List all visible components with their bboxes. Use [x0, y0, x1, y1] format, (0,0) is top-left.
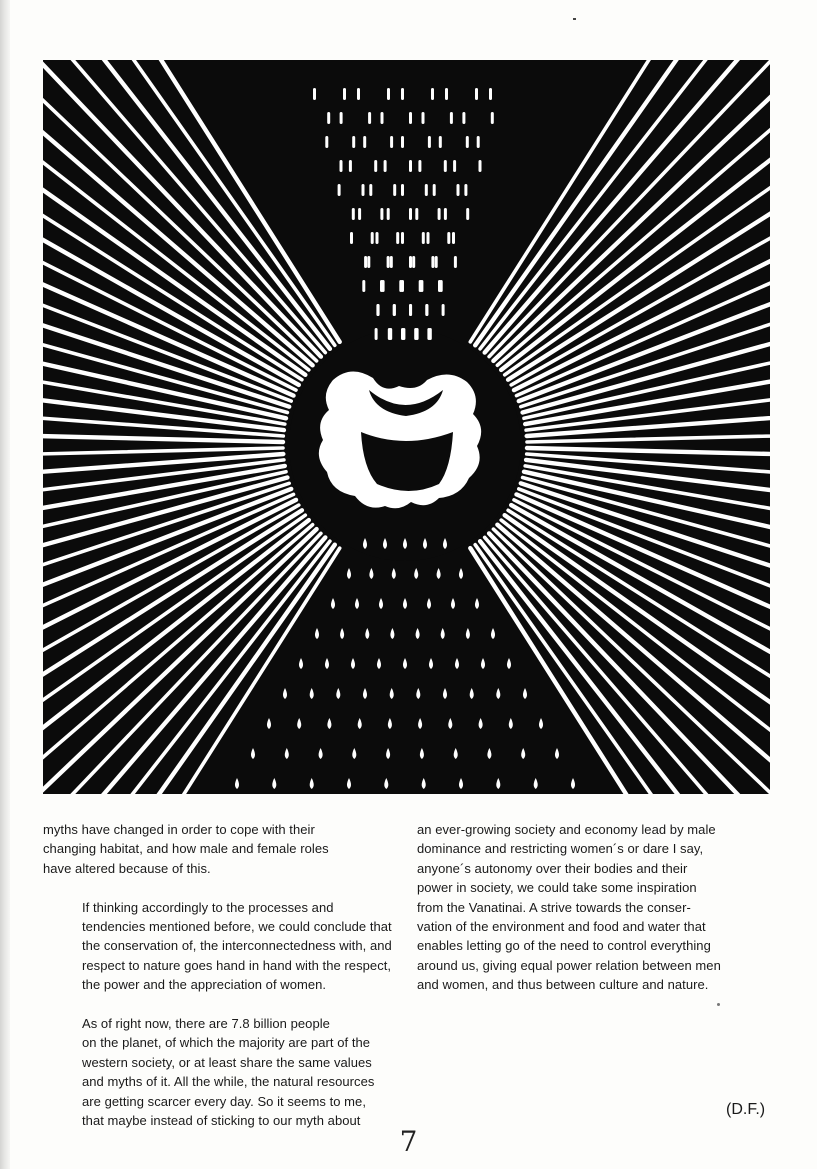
text-line: vation of the environment and food and water that: [417, 919, 706, 935]
text-line: myths have changed in order to cope with their: [43, 822, 315, 837]
rain-streak: [401, 328, 404, 340]
rain-streak: [387, 256, 390, 268]
text-line: changing habitat, and how male and female roles: [43, 841, 329, 857]
rain-streak: [376, 232, 379, 244]
raindrop: [310, 688, 314, 699]
rain-streak: [401, 280, 404, 292]
rain-streak: [415, 208, 418, 220]
rain-streak: [352, 208, 355, 220]
radiating-ray: [489, 60, 770, 357]
rain-streak: [464, 184, 467, 196]
rain-streak: [325, 136, 328, 148]
radiating-ray: [470, 60, 770, 342]
radiating-ray: [485, 60, 770, 353]
rain-streak: [340, 112, 343, 124]
raindrop: [388, 718, 392, 729]
rain-streak: [387, 88, 390, 100]
rain-streak: [445, 88, 448, 100]
rain-streak: [414, 328, 417, 340]
raindrop: [319, 748, 323, 759]
rain-streak: [418, 160, 421, 172]
raindrop: [310, 778, 314, 789]
raindrop: [437, 568, 441, 579]
raindrop: [379, 598, 383, 609]
raindrop: [470, 688, 474, 699]
rain-streak: [384, 160, 387, 172]
raindrop: [331, 598, 335, 609]
raindrop: [355, 598, 359, 609]
rain-streak: [438, 208, 441, 220]
rain-streak: [368, 112, 371, 124]
raindrop: [475, 598, 479, 609]
rain-streak: [447, 232, 450, 244]
rain-streak: [369, 184, 372, 196]
rain-streak: [401, 232, 404, 244]
raindrop: [325, 658, 329, 669]
rain-streak: [444, 208, 447, 220]
rain-streak: [382, 280, 385, 292]
rain-streak: [349, 160, 352, 172]
raindrop: [481, 658, 485, 669]
text-line: that maybe instead of sticking to our myth about: [82, 1113, 361, 1129]
raindrop: [299, 658, 303, 669]
raindrop: [507, 658, 511, 669]
rain-streak: [427, 328, 430, 340]
text-line: respect to nature goes hand in hand with the respect,: [82, 957, 392, 973]
raindrop: [390, 628, 394, 639]
paper-speck: [573, 18, 576, 20]
rain-streak: [396, 232, 399, 244]
radiating-ray: [43, 60, 321, 357]
raindrop: [496, 778, 500, 789]
raindrop: [509, 718, 513, 729]
right-text-column: [417, 820, 777, 995]
rain-streak: [401, 88, 404, 100]
raindrop: [496, 688, 500, 699]
raindrop: [466, 628, 470, 639]
rain-streak: [412, 256, 415, 268]
raindrop: [427, 598, 431, 609]
raindrop: [422, 778, 426, 789]
raindrop: [451, 598, 455, 609]
rain-streak: [409, 256, 412, 268]
rain-streak: [390, 136, 393, 148]
raindrop: [340, 628, 344, 639]
rain-streak: [462, 112, 465, 124]
author-signature: (D.F.): [726, 1101, 766, 1118]
rain-streak: [453, 160, 456, 172]
raindrop: [448, 718, 452, 729]
paragraph-1: [43, 820, 401, 878]
raindrop: [487, 748, 491, 759]
raindrop: [571, 778, 575, 789]
left-text-column: [43, 820, 401, 1130]
rain-streak: [338, 184, 341, 196]
book-spine-shadow: [0, 0, 10, 1169]
text-line: and women, and thus between culture and nature.: [417, 977, 709, 993]
raindrop: [459, 778, 463, 789]
text-line: and myths of it. All the while, the natural resources: [82, 1074, 375, 1090]
rain-streak: [452, 232, 455, 244]
rain-streak: [327, 112, 330, 124]
raindrop: [555, 748, 559, 759]
raindrop: [347, 568, 351, 579]
text-line: an ever-growing society and economy lead by male: [417, 822, 716, 837]
raindrop: [479, 718, 483, 729]
paragraph-2: [43, 898, 401, 995]
radiating-ray: [43, 60, 325, 353]
text-line: power in society, we could take some inspiration: [417, 880, 697, 896]
raindrop: [272, 778, 276, 789]
rain-streak: [363, 136, 366, 148]
raindrop: [352, 748, 356, 759]
rain-streak: [380, 208, 383, 220]
raindrop: [267, 718, 271, 729]
rain-streak: [409, 304, 412, 316]
text-line: around us, giving equal power relation between men: [417, 957, 721, 973]
rain-streak: [393, 184, 396, 196]
raindrop: [327, 718, 331, 729]
text-line: enables letting go of the need to control everything: [417, 938, 711, 954]
rain-streak: [387, 208, 390, 220]
rain-streak: [489, 88, 492, 100]
paragraph-3: [43, 1014, 401, 1130]
rain-streak: [431, 88, 434, 100]
rain-streak: [466, 136, 469, 148]
raindrop: [336, 688, 340, 699]
rain-streak: [422, 112, 425, 124]
raindrop: [283, 688, 287, 699]
rain-streak: [475, 88, 478, 100]
rain-streak: [425, 184, 428, 196]
rain-streak: [409, 112, 412, 124]
rain-streak: [431, 256, 434, 268]
rain-streak: [491, 112, 494, 124]
raindrop: [315, 628, 319, 639]
raindrop: [441, 628, 445, 639]
text-line: have altered because of this.: [43, 860, 211, 876]
raindrop: [403, 598, 407, 609]
raindrop: [534, 778, 538, 789]
rain-streak: [420, 280, 423, 292]
rain-streak: [358, 208, 361, 220]
rain-streak: [444, 160, 447, 172]
rain-streak: [440, 280, 443, 292]
linocut-artwork: [43, 60, 770, 794]
rain-streak: [409, 208, 412, 220]
raindrop: [351, 658, 355, 669]
rain-streak: [352, 136, 355, 148]
text-line: anyone´s autonomy over their bodies and their: [417, 860, 688, 876]
raindrop: [523, 688, 527, 699]
raindrop: [454, 748, 458, 759]
rain-streak: [375, 328, 378, 340]
raindrop: [521, 748, 525, 759]
text-line: tendencies mentioned before, we could conclude that: [82, 919, 392, 935]
rain-streak: [433, 184, 436, 196]
rain-streak: [393, 304, 396, 316]
raindrop: [443, 688, 447, 699]
raindrop: [285, 748, 289, 759]
text-line: on the planet, of which the majority are part of the: [82, 1035, 371, 1051]
raindrop: [416, 688, 420, 699]
text-line: dominance and restricting women´s or dare I say,: [417, 841, 704, 857]
raindrop: [251, 748, 255, 759]
paper-speck: [717, 1003, 720, 1006]
raindrop: [297, 718, 301, 729]
rain-streak: [428, 136, 431, 148]
rain-streak: [313, 88, 316, 100]
raindrop: [384, 778, 388, 789]
radiating-sun-illustration: [43, 60, 770, 794]
rain-streak: [477, 136, 480, 148]
raindrop: [347, 778, 351, 789]
rain-streak: [466, 208, 469, 220]
raindrop: [418, 718, 422, 729]
rain-streak: [409, 160, 412, 172]
raindrop: [455, 658, 459, 669]
rain-streak: [381, 112, 384, 124]
text-line: If thinking accordingly to the processes and: [82, 899, 334, 915]
rain-streak: [401, 184, 404, 196]
rain-streak: [362, 280, 365, 292]
rain-streak: [425, 304, 428, 316]
raindrop: [420, 748, 424, 759]
rain-streak: [340, 160, 343, 172]
text-line: the conservation of, the interconnectedness with, and: [82, 938, 392, 954]
raindrop: [429, 658, 433, 669]
raindrop: [386, 748, 390, 759]
raindrop: [403, 658, 407, 669]
rain-streak: [371, 232, 374, 244]
rain-streak: [435, 256, 438, 268]
paragraph-4: [417, 820, 777, 995]
rain-streak: [374, 160, 377, 172]
rain-streak: [390, 256, 393, 268]
rain-streak: [422, 232, 425, 244]
rain-streak: [362, 184, 365, 196]
raindrop: [414, 568, 418, 579]
raindrop: [539, 718, 543, 729]
raindrop: [491, 628, 495, 639]
raindrop: [363, 688, 367, 699]
text-line: the power and the appreciation of women.: [82, 977, 327, 993]
rain-streak: [450, 112, 453, 124]
rain-streak: [454, 256, 457, 268]
page-number: 7: [399, 1125, 418, 1158]
raindrop: [416, 628, 420, 639]
rain-streak: [457, 184, 460, 196]
rain-streak: [479, 160, 482, 172]
raindrop: [459, 568, 463, 579]
raindrop: [390, 688, 394, 699]
rain-streak: [377, 304, 380, 316]
raindrop: [235, 778, 239, 789]
raindrop: [358, 718, 362, 729]
text-line: As of right now, there are 7.8 billion people: [82, 1016, 330, 1032]
rain-streak: [343, 88, 346, 100]
rain-streak: [442, 304, 445, 316]
rain-streak: [439, 136, 442, 148]
raindrop: [365, 628, 369, 639]
raindrop: [392, 568, 396, 579]
text-line: western society, or at least share the same values: [82, 1054, 372, 1070]
raindrop: [377, 658, 381, 669]
text-line: from the Vanatinai. A strive towards the conser-: [417, 899, 691, 915]
rain-streak: [427, 232, 430, 244]
raindrop: [369, 568, 373, 579]
text-line: are getting scarcer every day. So it seems to me,: [82, 1093, 366, 1109]
radiating-ray: [43, 60, 340, 342]
rain-streak: [350, 232, 353, 244]
rain-streak: [364, 256, 367, 268]
rain-streak: [357, 88, 360, 100]
rain-streak: [367, 256, 370, 268]
rain-streak: [401, 136, 404, 148]
rain-streak: [388, 328, 391, 340]
